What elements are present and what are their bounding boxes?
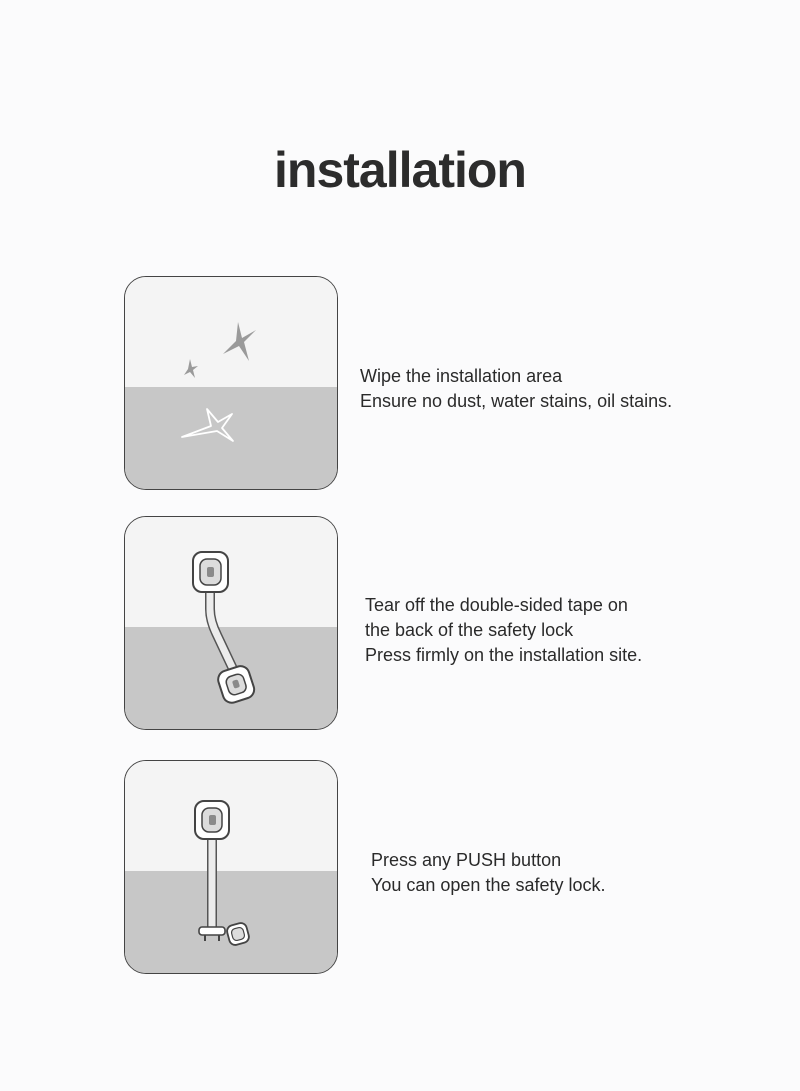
step-2-line-3: Press firmly on the installation site.: [365, 645, 643, 665]
step-1-line-1: Wipe the installation area: [360, 366, 563, 386]
step-2-line-2: the back of the safety lock: [365, 620, 574, 640]
lock-open-strap-icon: [125, 761, 338, 974]
step-2-line-1: Tear off the double-sided tape on: [365, 595, 628, 615]
step-1-illustration: [124, 276, 338, 490]
sparkle-clean-icon: [125, 277, 338, 490]
step-1-text: [360, 364, 672, 414]
step-3-line-2: You can open the safety lock.: [371, 875, 606, 895]
step-3-illustration: [124, 760, 338, 974]
step-2-text: [365, 593, 642, 668]
step-3-line-1: Press any PUSH button: [371, 850, 562, 870]
step-1-line-2: Ensure no dust, water stains, oil stains.: [360, 391, 673, 411]
lock-bent-strap-icon: [125, 517, 338, 730]
page-title: installation: [274, 142, 526, 198]
step-3-text: [371, 848, 606, 898]
step-2-illustration: [124, 516, 338, 730]
